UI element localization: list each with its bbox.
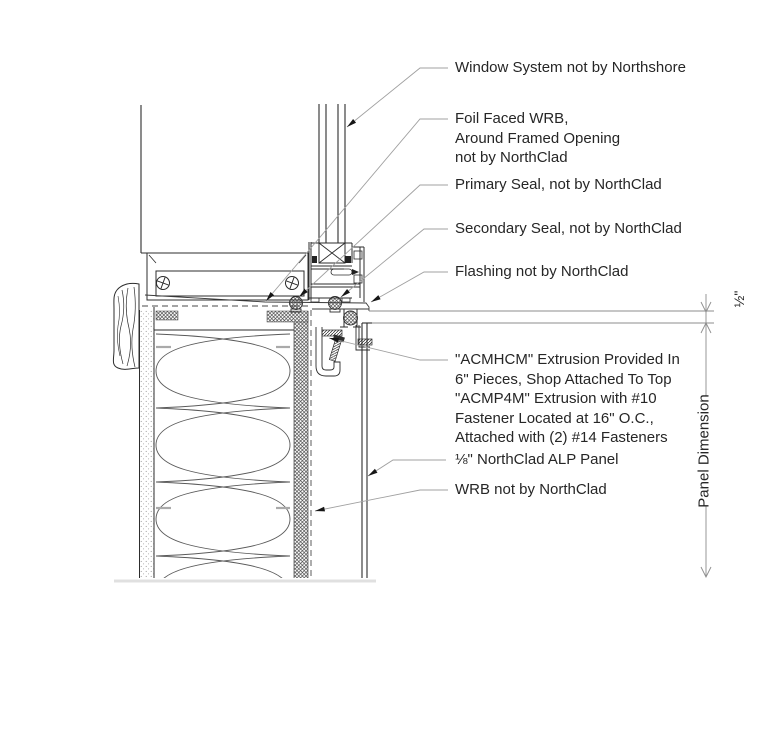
callout-line: Flashing not by NorthClad (455, 263, 629, 280)
callout-foil-faced-wrb (455, 109, 620, 168)
callout-line: Window System not by Northshore (455, 59, 686, 76)
backer-seal (344, 311, 358, 325)
leader-alp-panel (368, 460, 446, 476)
extrusion-assembly (316, 309, 372, 376)
callout-acm-extrusion (455, 350, 680, 448)
callout-secondary-seal (455, 219, 682, 239)
leader-window-system (347, 68, 448, 127)
leader-acm-extrusion (329, 338, 448, 360)
callout-line: Secondary Seal, not by NorthClad (455, 220, 682, 237)
alp-panel (362, 323, 372, 578)
callout-line: Around Framed Opening (455, 129, 621, 147)
wood-blocking (113, 283, 139, 369)
batt-insulation (154, 330, 294, 593)
fastener-horizontal (358, 339, 372, 345)
callout-line: "ACMHCM" Extrusion Provided In (455, 351, 680, 368)
callout-line: WRB not by NorthClad (455, 481, 607, 498)
callout-line: Attached with (2) #14 Fasteners (455, 429, 668, 446)
callout-line: Fastener Located at 16" O.C., (455, 409, 654, 427)
leader-flashing (371, 272, 448, 302)
callout-line: Foil Faced WRB, (455, 110, 569, 127)
callout-line: "ACMP4M" Extrusion with #10 (455, 390, 657, 407)
window-sill-frame (141, 242, 364, 302)
fastener-ticks (156, 347, 290, 508)
callout-wrb (455, 480, 607, 500)
callout-window-system (455, 58, 686, 78)
callout-line: 6" Pieces, Shop Attached To Top (455, 370, 672, 388)
callout-line: Primary Seal, not by NorthClad (455, 176, 662, 193)
callout-line: not by NorthClad (455, 149, 568, 166)
seal-gaskets (290, 297, 342, 313)
callout-line: ⅛" NorthClad ALP Panel (455, 451, 619, 468)
leader-primary-seal (299, 185, 448, 297)
callout-alp-panel (455, 450, 618, 470)
callout-primary-seal (455, 175, 662, 195)
half-inch-dimension-label: ½" (731, 290, 747, 308)
wall-sheathing (140, 307, 155, 578)
leader-wrb (315, 490, 448, 511)
window-mullion (319, 104, 345, 243)
screw-icon (155, 275, 172, 292)
panel-dimension-label: Panel Dimension (695, 394, 713, 508)
rigid-strip-hatch (156, 311, 308, 578)
callout-flashing (455, 262, 628, 282)
